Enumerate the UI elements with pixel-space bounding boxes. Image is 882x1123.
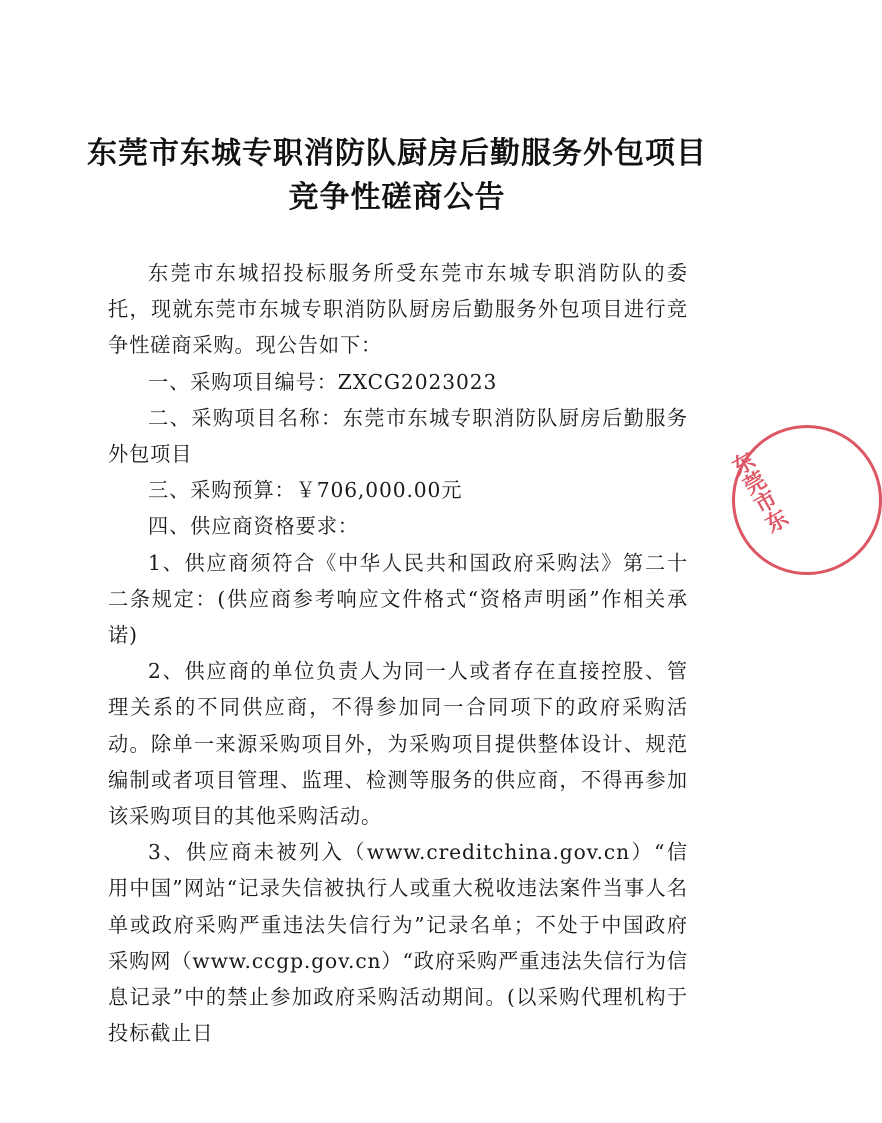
seal-text: 东莞市东 <box>725 447 792 538</box>
intro-paragraph: 东莞市东城招投标服务所受东莞市东城专职消防队的委托，现就东莞市东城专职消防队厨房后勤服务外包项目进行竞争性磋商采购。现公告如下： <box>108 261 688 358</box>
qualification-item-2: 2、供应商的单位负责人为同一人或者存在直接控股、管理关系的不同供应商，不得参加同一合同项下的政府采购活动。除单一来源采购项目外，为采购项目提供整体设计、规范编制或者项目管理、监理、检测等服务的供应商，不得再参加该采购项目的其他采购活动。 <box>108 659 688 829</box>
budget-paragraph: 三、采购预算：￥706,000.00元 <box>148 478 463 503</box>
document-title-line-1: 东莞市东城专职消防队厨房后勤服务外包项目 <box>87 136 707 171</box>
project-name-paragraph: 二、采购项目名称：东莞市东城专职消防队厨房后勤服务外包项目 <box>108 405 688 467</box>
document-title-line-2: 竞争性磋商公告 <box>288 180 506 215</box>
qualification-item-3: 3、供应商未被列入（www.creditchina.gov.cn）“信用中国”网站“记录失信被执行人或重大税收违法案件当事人名单或政府采购严重违法失信行为”记录名单；不处于中国政府采购网（www.ccgp.gov.cn）“政府采购严重违法失信行为信息记录”中的禁止参加政府采购活动期间。(以采购代理机构于投标截止日 <box>108 840 688 1046</box>
qualification-heading: 四、供应商资格要求： <box>148 514 359 539</box>
official-seal-stamp <box>725 425 882 575</box>
document-body <box>108 255 688 1051</box>
project-number-paragraph: 一、采购项目编号：ZXCG2023023 <box>148 369 498 394</box>
qualification-item-1: 1、供应商须符合《中华人民共和国政府采购法》第二十二条规定：(供应商参考响应文件格式“资格声明函”作相关承诺) <box>108 550 688 648</box>
